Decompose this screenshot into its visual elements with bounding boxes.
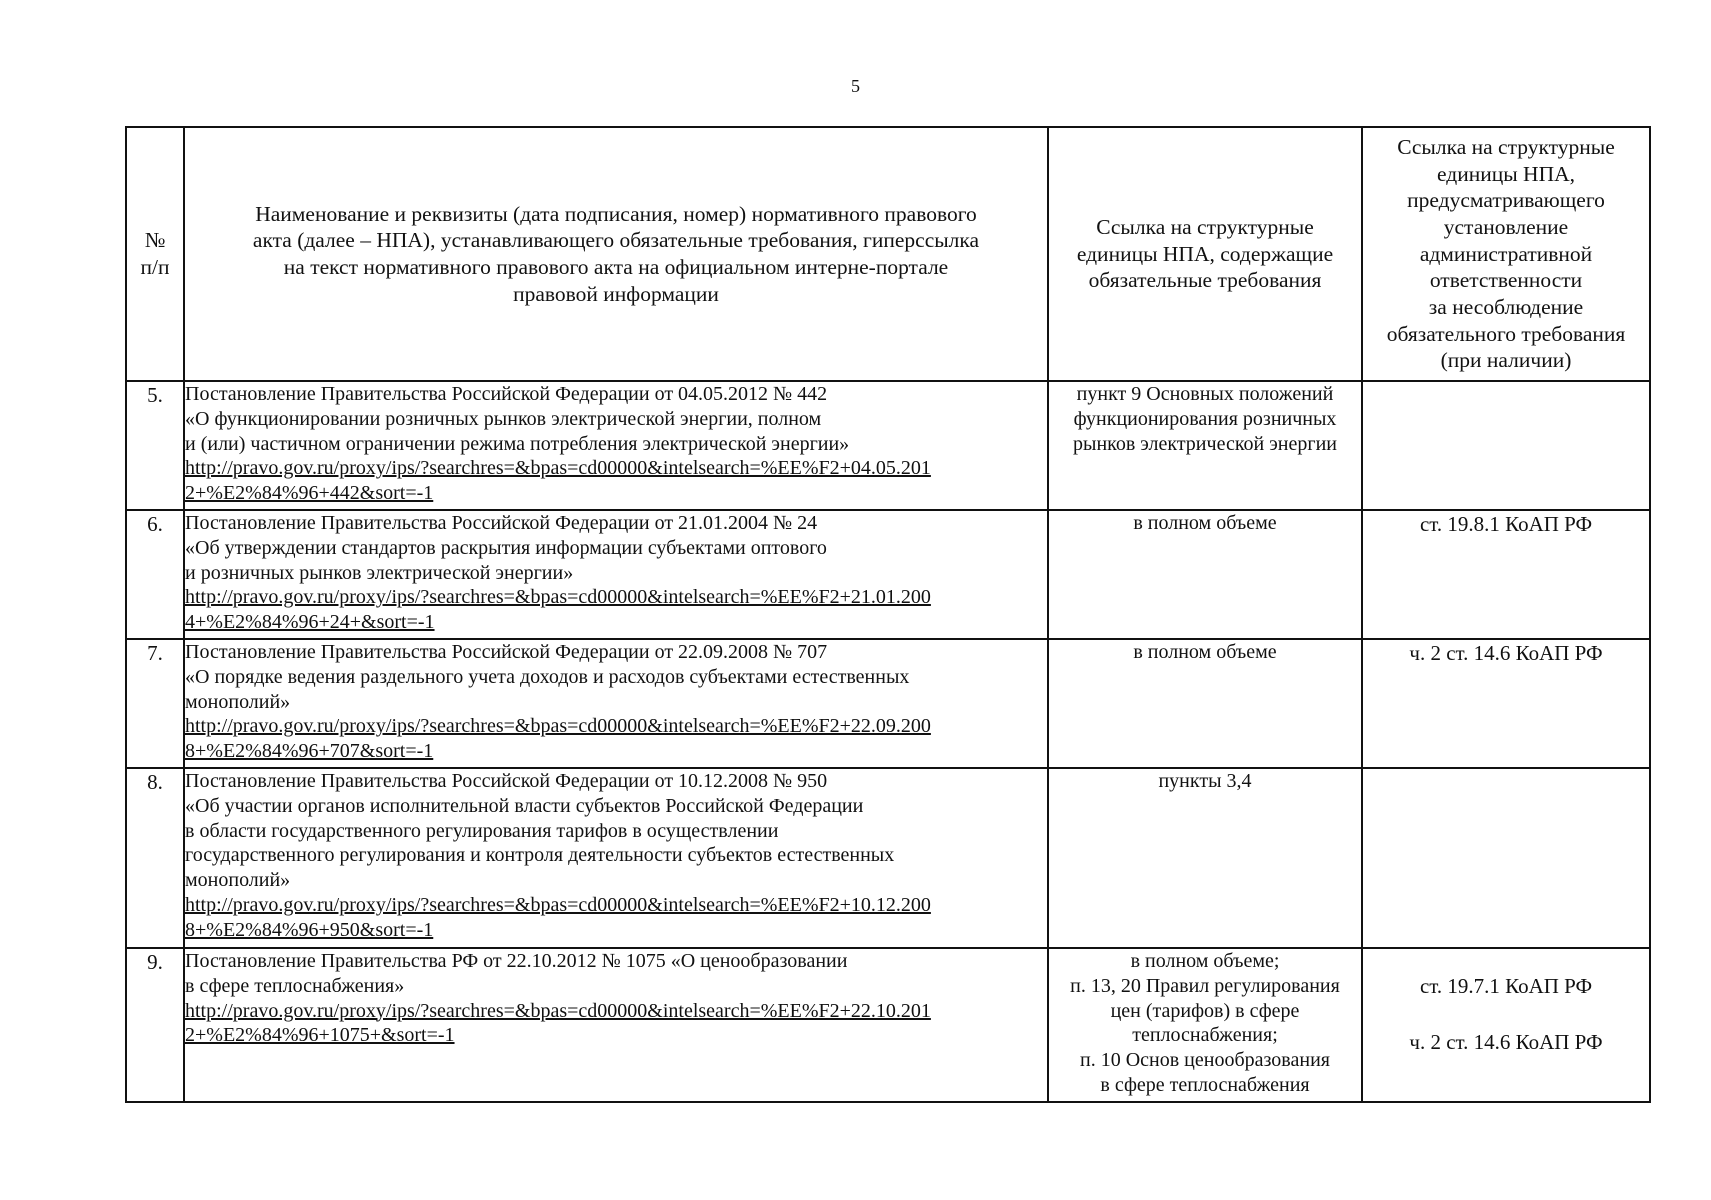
requirements-line: в полном объеме xyxy=(1133,512,1277,534)
requirements-line: п. 10 Основ ценообразования xyxy=(1080,1049,1330,1072)
header-act-name-line: Наименование и реквизиты (дата подписания, номер) нормативного правового xyxy=(255,201,977,226)
requirements-line: в полном объеме xyxy=(1133,641,1277,663)
header-number xyxy=(126,127,184,381)
act-name-line: государственного регулирования и контроля деятельности субъектов естественных xyxy=(185,844,895,867)
act-name-cell xyxy=(184,639,1048,768)
responsibility-cell xyxy=(1362,639,1650,768)
responsibility-line: ч. 2 ст. 14.6 КоАП РФ xyxy=(1409,641,1603,665)
spacer xyxy=(1363,999,1649,1029)
header-number-line: № xyxy=(144,228,166,253)
table-row xyxy=(126,381,1650,510)
act-name-cell xyxy=(184,381,1048,510)
requirements-line: в полном объеме; xyxy=(1130,950,1280,972)
header-responsibility-line: (при наличии) xyxy=(1440,348,1572,373)
header-requirements xyxy=(1048,127,1362,381)
responsibility-cell xyxy=(1362,948,1650,1102)
act-name-line: Постановление Правительства Российской Федерации от 04.05.2012 № 442 xyxy=(185,383,828,405)
row-number: 9. xyxy=(126,948,184,1102)
act-name-line: Постановление Правительства Российской Федерации от 22.09.2008 № 707 xyxy=(185,641,828,663)
table-row xyxy=(126,639,1650,768)
act-name-line: «О функционировании розничных рынков электрической энергии, полном xyxy=(185,407,822,430)
header-responsibility-line: обязательного требования xyxy=(1386,321,1626,346)
act-name-line: «О порядке ведения раздельного учета доходов и расходов субъектами естественных xyxy=(185,665,910,688)
requirements-line: п. 13, 20 Правил регулирования xyxy=(1070,974,1340,997)
act-name-line: Постановление Правительства Российской Федерации от 10.12.2008 № 950 xyxy=(185,770,828,792)
header-act-name-line: правовой информации xyxy=(513,281,719,306)
page-number: 5 xyxy=(851,76,860,96)
header-responsibility-line: Ссылка на структурные xyxy=(1397,135,1615,160)
table-row xyxy=(126,948,1650,1102)
table-row xyxy=(126,768,1650,948)
header-requirements-line: Ссылка на структурные xyxy=(1096,215,1314,240)
pravo-link[interactable]: http://pravo.gov.ru/proxy/ips/?searchres=&bpas=cd00000&intelsearch=%EE%F2+21.01.200 xyxy=(185,586,931,609)
requirements-line: пункт 9 Основных положений xyxy=(1076,383,1334,405)
row-number: 5. xyxy=(126,381,184,510)
requirements-cell xyxy=(1048,639,1362,768)
requirements-line: в сфере теплоснабжения xyxy=(1100,1073,1310,1096)
header-number-line: п/п xyxy=(140,255,170,279)
requirements-cell xyxy=(1048,381,1362,510)
header-responsibility-line: за несоблюдение xyxy=(1428,294,1584,319)
header-requirements-line: единицы НПА, содержащие xyxy=(1076,241,1334,266)
responsibility-cell xyxy=(1362,510,1650,639)
header-responsibility xyxy=(1362,127,1650,381)
requirements-cell xyxy=(1048,948,1362,1102)
requirements-line: цен (тарифов) в сфере xyxy=(1110,999,1300,1022)
pravo-link[interactable]: http://pravo.gov.ru/proxy/ips/?searchres=&bpas=cd00000&intelsearch=%EE%F2+22.10.201 xyxy=(185,999,931,1022)
pravo-link[interactable]: 8+%E2%84%96+707&sort=-1 xyxy=(185,740,434,763)
header-responsibility-line: установление xyxy=(1443,215,1569,240)
act-name-line: Постановление Правительства РФ от 22.10.2012 № 1075 «О ценообразовании xyxy=(185,950,848,972)
act-name-line: в сфере теплоснабжения» xyxy=(185,974,405,997)
npa-requirements-table xyxy=(125,126,1651,1103)
pravo-link[interactable]: 2+%E2%84%96+442&sort=-1 xyxy=(185,482,434,505)
header-responsibility-line: административной xyxy=(1419,241,1593,266)
responsibility-cell xyxy=(1362,768,1650,948)
pravo-link[interactable]: 2+%E2%84%96+1075+&sort=-1 xyxy=(185,1024,455,1047)
pravo-link[interactable]: 8+%E2%84%96+950&sort=-1 xyxy=(185,918,434,941)
pravo-link[interactable]: http://pravo.gov.ru/proxy/ips/?searchres=&bpas=cd00000&intelsearch=%EE%F2+22.09.200 xyxy=(185,715,931,738)
act-name-line: Постановление Правительства Российской Федерации от 21.01.2004 № 24 xyxy=(185,512,818,534)
responsibility-cell xyxy=(1362,381,1650,510)
row-number: 7. xyxy=(126,639,184,768)
header-requirements-line: обязательные требования xyxy=(1088,268,1322,293)
requirements-cell xyxy=(1048,510,1362,639)
row-number: 8. xyxy=(126,768,184,948)
act-name-line: «Об утверждении стандартов раскрытия информации субъектами оптового xyxy=(185,536,827,559)
pravo-link[interactable]: http://pravo.gov.ru/proxy/ips/?searchres=&bpas=cd00000&intelsearch=%EE%F2+10.12.200 xyxy=(185,893,931,916)
act-name-line: монополий» xyxy=(185,869,291,892)
responsibility-line: ст. 19.7.1 КоАП РФ xyxy=(1419,974,1593,998)
header-act-name xyxy=(184,127,1048,381)
pravo-link[interactable]: http://pravo.gov.ru/proxy/ips/?searchres=&bpas=cd00000&intelsearch=%EE%F2+04.05.201 xyxy=(185,457,931,480)
act-name-cell xyxy=(184,948,1048,1102)
table-header-row xyxy=(126,127,1650,381)
requirements-line: рынков электрической энергии xyxy=(1073,432,1337,455)
act-name-line: «Об участии органов исполнительной власти субъектов Российской Федерации xyxy=(185,794,864,817)
requirements-line: функционирования розничных xyxy=(1073,407,1337,430)
responsibility-line: ст. 19.8.1 КоАП РФ xyxy=(1419,512,1593,536)
requirements-line: теплоснабжения; xyxy=(1132,1024,1278,1047)
row-number: 6. xyxy=(126,510,184,639)
act-name-line: монополий» xyxy=(185,690,291,713)
act-name-line: в области государственного регулирования тарифов в осуществлении xyxy=(185,819,779,842)
act-name-line: и розничных рынков электрической энергии» xyxy=(185,561,574,584)
requirements-line: пункты 3,4 xyxy=(1158,770,1252,792)
act-name-cell xyxy=(184,510,1048,639)
header-act-name-line: на текст нормативного правового акта на официальном интерне-портале xyxy=(283,255,949,279)
header-act-name-line: акта (далее – НПА), устанавливающего обязательные требования, гиперссылка xyxy=(252,228,980,253)
header-responsibility-line: ответственности xyxy=(1429,268,1583,293)
requirements-cell xyxy=(1048,768,1362,948)
header-responsibility-line: предусматривающего xyxy=(1407,188,1605,213)
act-name-line: и (или) частичном ограничении режима потребления электрической энергии» xyxy=(185,432,850,455)
act-name-cell xyxy=(184,768,1048,948)
pravo-link[interactable]: 4+%E2%84%96+24+&sort=-1 xyxy=(185,611,435,634)
responsibility-line: ч. 2 ст. 14.6 КоАП РФ xyxy=(1409,1030,1603,1055)
table-row xyxy=(126,510,1650,639)
header-responsibility-line: единицы НПА, xyxy=(1437,161,1575,186)
